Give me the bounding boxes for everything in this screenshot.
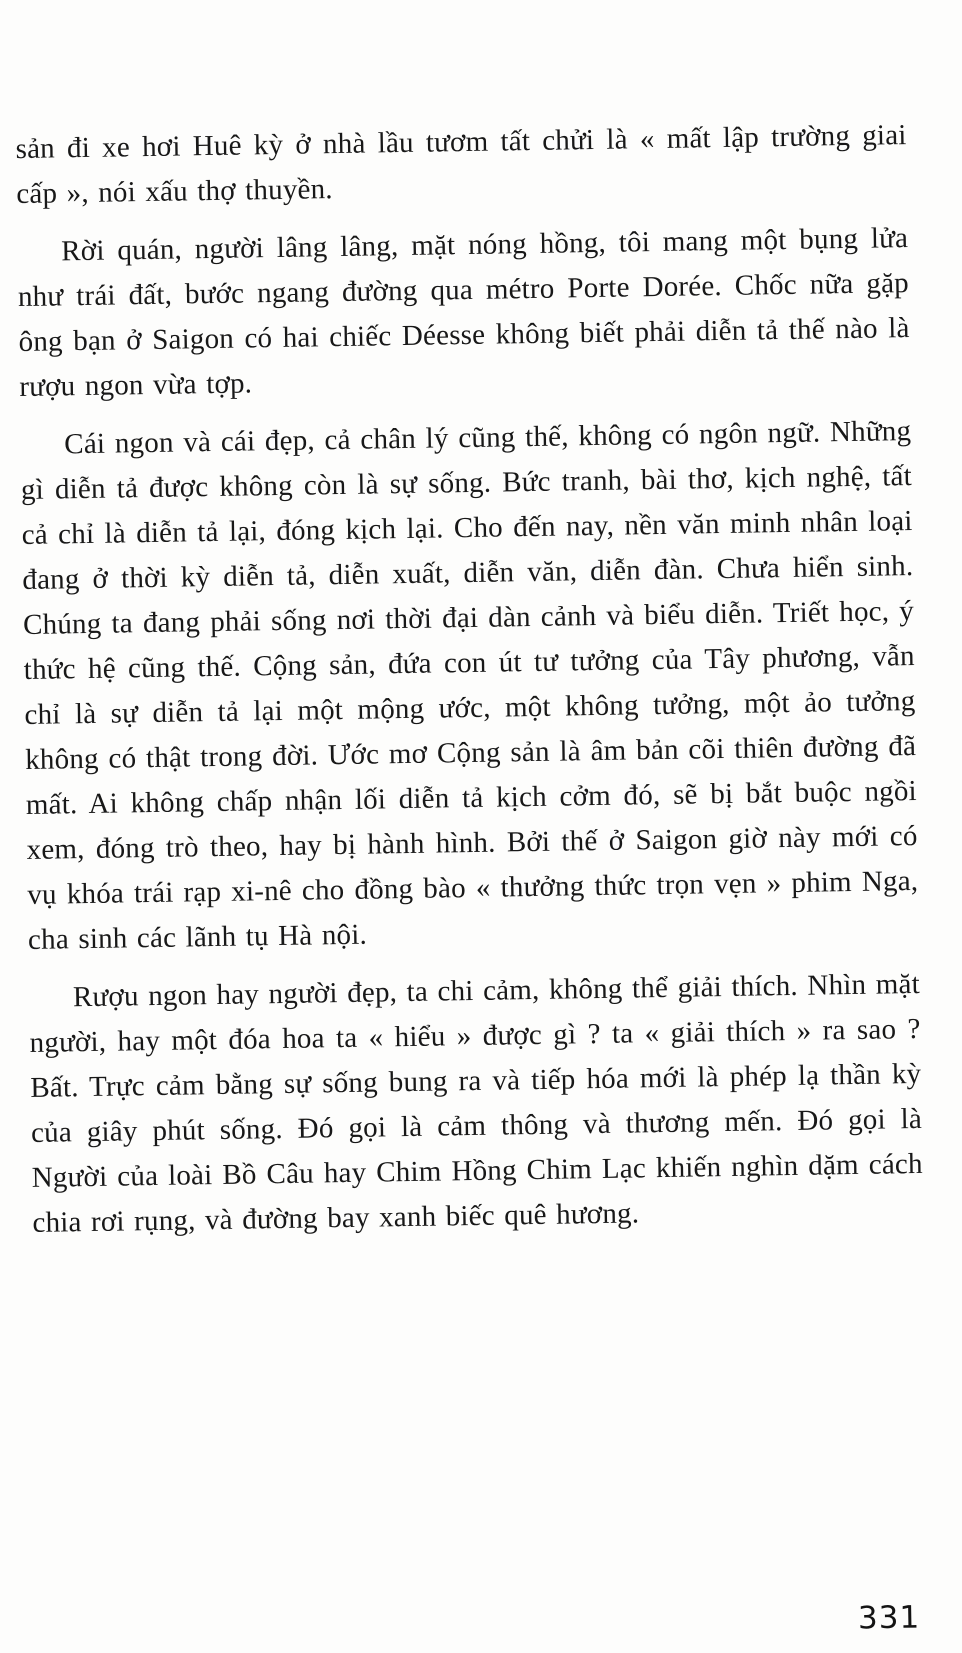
page-text [15, 113, 923, 1246]
paragraph: Rượu ngon hay người đẹp, ta chi cảm, không thể giải thích. Nhìn mặt người, hay một đóa hoa ta « hiểu » được gì ? ta « giải thích » ra sao ? Bất. Trực cảm bằng sự sống bung ra và tiếp hóa mới là phép lạ thần kỳ của giây phút sống. Đó gọi là cảm thông và thương mến. Đó gọi là Người của loài Bồ Câu hay Chim Hồng Chim Lạc khiến nghìn dặm cách chia rơi rụng, và đường bay xanh biếc quê hương. [29, 967, 923, 1239]
page-number: 331 [857, 1599, 921, 1637]
paragraph-continuation: sản đi xe hơi Huê kỳ ở nhà lầu tươm tất chửi là « mất lập trường giai cấp », nói xấu thợ thuyền. [15, 119, 907, 211]
paragraph: Rời quán, người lâng lâng, mặt nóng hồng, tôi mang một bụng lửa như trái đất, bước ngang đường qua métro Porte Dorée. Chốc nữa gặp ông bạn ở Saigon có hai chiếc Déesse không biết phải diễn tả thế nào là rượu ngon vừa tợp. [17, 222, 910, 404]
paragraph: Cái ngon và cái đẹp, cả chân lý cũng thế, không có ngôn ngữ. Những gì diễn tả được không còn là sự sống. Bức tranh, bài thơ, kịch nghệ, tất cả chỉ là diễn tả lại, đóng kịch lại. Cho đến nay, nền văn minh nhân loại đang ở thời kỳ diễn tả, diễn xuất, diễn văn, diễn đàn. Chưa hiển sinh. Chúng ta đang phải sống nơi thời đại dàn cảnh và biểu diễn. Triết học, ý thức hệ cũng thế. Cộng sản, đứa con út tư tưởng của Tây phương, vẫn chỉ là sự diễn tả lại một mộng ước, một không tưởng, một ảo tưởng không có thật trong đời. Ước mơ Cộng sản là âm bản cõi thiên đường đã mất. Ai không chấp nhận lối diễn tả kịch cởm đó, sẽ bị bắt buộc ngồi xem, đóng trò theo, hay bị hành hình. Bởi thế ở Saigon giờ này mới có vụ khóa trái rạp xi-nê cho đồng bào « thưởng thức trọn vẹn » phim Nga, cha sinh các lãnh tụ Hà nội. [20, 415, 919, 956]
